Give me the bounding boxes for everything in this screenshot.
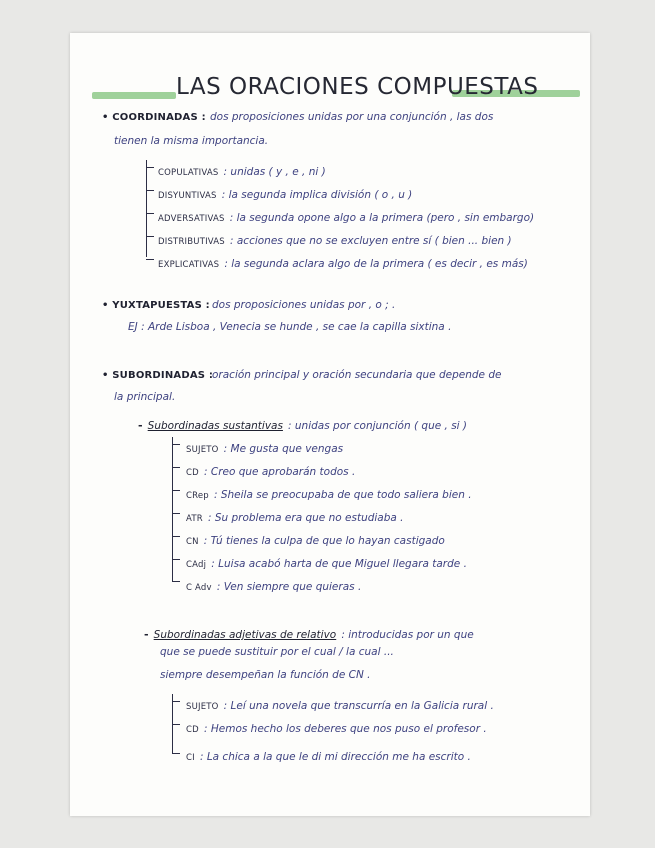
- sustantivas-item: [186, 437, 343, 456]
- item-key: SUJETO: [186, 445, 219, 455]
- item-text: : Sheila se preocupaba de que todo saliera bien .: [213, 489, 472, 501]
- coordinadas-header: • COORDINADAS :: [102, 112, 206, 123]
- item-text: : Creo que aprobarán todos .: [203, 466, 356, 478]
- bracket-tick: [146, 213, 154, 214]
- subordinadas-def-line2: la principal.: [114, 391, 176, 403]
- sustantivas-item: [186, 460, 355, 479]
- item-key: DISYUNTIVAS: [158, 191, 217, 201]
- item-key: CD: [186, 725, 199, 735]
- bracket-tick: [172, 536, 180, 537]
- adjetivas-def-line1: : introducidas por un que: [341, 629, 474, 641]
- adjetivas-def-line2: que se puede sustituir por el cual / la cual ...: [160, 646, 394, 658]
- item-key: COPULATIVAS: [158, 168, 219, 178]
- sustantivas-item: [186, 506, 404, 525]
- item-text: : Luisa acabó harta de que Miguel llegara tarde .: [211, 558, 467, 570]
- item-text: : unidas ( y , e , ni ): [223, 166, 326, 178]
- coordinadas-item: [158, 206, 534, 225]
- dash-marker: -: [138, 419, 143, 432]
- coordinadas-bracket: [146, 160, 147, 257]
- bracket-tick: [146, 259, 154, 260]
- subordinadas-header: • SUBORDINADAS :: [102, 370, 214, 381]
- bracket-tick: [172, 467, 180, 468]
- adjetivas-title: Subordinadas adjetivas de relativo: [153, 629, 337, 641]
- item-text: : Su problema era que no estudiaba .: [207, 512, 404, 524]
- bracket-tick: [172, 444, 180, 445]
- item-key: CI: [186, 753, 195, 763]
- coordinadas-def-line2: tienen la misma importancia.: [114, 135, 269, 147]
- coordinadas-item: [158, 160, 326, 179]
- adjetivas-item: [186, 694, 494, 713]
- coordinadas-item: [158, 229, 512, 248]
- bracket-tick: [172, 490, 180, 491]
- item-text: : Tú tienes la culpa de que lo hayan castigado: [203, 535, 445, 547]
- item-text: : La chica a la que le di mi dirección me ha escrito .: [199, 751, 471, 763]
- item-key: SUJETO: [186, 702, 219, 712]
- adjetivas-heading: [144, 623, 474, 642]
- sustantivas-item: [186, 552, 467, 571]
- item-key: DISTRIBUTIVAS: [158, 237, 225, 247]
- item-text: : Hemos hecho los deberes que nos puso el profesor .: [203, 723, 487, 735]
- dash-marker: -: [144, 628, 149, 641]
- bracket-tick: [172, 724, 180, 725]
- yuxtapuestas-def: dos proposiciones unidas por , o ; .: [212, 299, 396, 311]
- title-highlight-left: [92, 92, 176, 99]
- item-text: : la segunda aclara algo de la primera ( es decir , es más): [224, 258, 528, 270]
- bracket-tick: [172, 513, 180, 514]
- bracket-tick: [146, 236, 154, 237]
- item-key: CAdj: [186, 560, 207, 570]
- item-key: EXPLICATIVAS: [158, 260, 220, 270]
- sustantivas-item: [186, 529, 445, 548]
- bracket-tick: [172, 701, 180, 702]
- item-text: : la segunda implica división ( o , u ): [221, 189, 413, 201]
- adjetivas-item: [186, 717, 487, 736]
- coordinadas-def-line1: dos proposiciones unidas por una conjunción , las dos: [210, 111, 494, 123]
- page-title: LAS ORACIONES COMPUESTAS: [176, 74, 539, 100]
- item-key: CD: [186, 468, 199, 478]
- item-key: ADVERSATIVAS: [158, 214, 225, 224]
- sustantivas-title: Subordinadas sustantivas: [147, 420, 283, 432]
- bracket-tick: [146, 167, 154, 168]
- bracket-tick: [146, 190, 154, 191]
- item-key: C Adv: [186, 583, 212, 593]
- item-text: : Leí una novela que transcurría en la Galicia rural .: [223, 700, 494, 712]
- item-key: CRep: [186, 491, 209, 501]
- item-text: : la segunda opone algo a la primera (pero , sin embargo): [229, 212, 535, 224]
- adjetivas-def-line3: siempre desempeñan la función de CN .: [160, 669, 371, 681]
- bracket-tick: [172, 753, 180, 754]
- sustantivas-heading: [138, 414, 467, 433]
- adjetivas-item: [186, 745, 471, 764]
- yuxtapuestas-header: • YUXTAPUESTAS :: [102, 300, 210, 311]
- coordinadas-item: [158, 183, 412, 202]
- sustantivas-item: [186, 483, 472, 502]
- bracket-tick: [172, 559, 180, 560]
- item-text: : Ven siempre que quieras .: [216, 581, 362, 593]
- bracket-tick: [172, 581, 180, 582]
- coordinadas-item: [158, 252, 528, 271]
- subordinadas-def-line1: oración principal y oración secundaria que depende de: [212, 369, 502, 381]
- item-text: : Me gusta que vengas: [223, 443, 344, 455]
- item-key: CN: [186, 537, 199, 547]
- item-key: ATR: [186, 514, 203, 524]
- sustantivas-item: [186, 575, 361, 594]
- sustantivas-def: : unidas por conjunción ( que , si ): [288, 420, 468, 432]
- item-text: : acciones que no se excluyen entre sí ( bien ... bien ): [229, 235, 512, 247]
- yuxtapuestas-example: EJ : Arde Lisboa , Venecia se hunde , se cae la capilla sixtina .: [128, 321, 452, 333]
